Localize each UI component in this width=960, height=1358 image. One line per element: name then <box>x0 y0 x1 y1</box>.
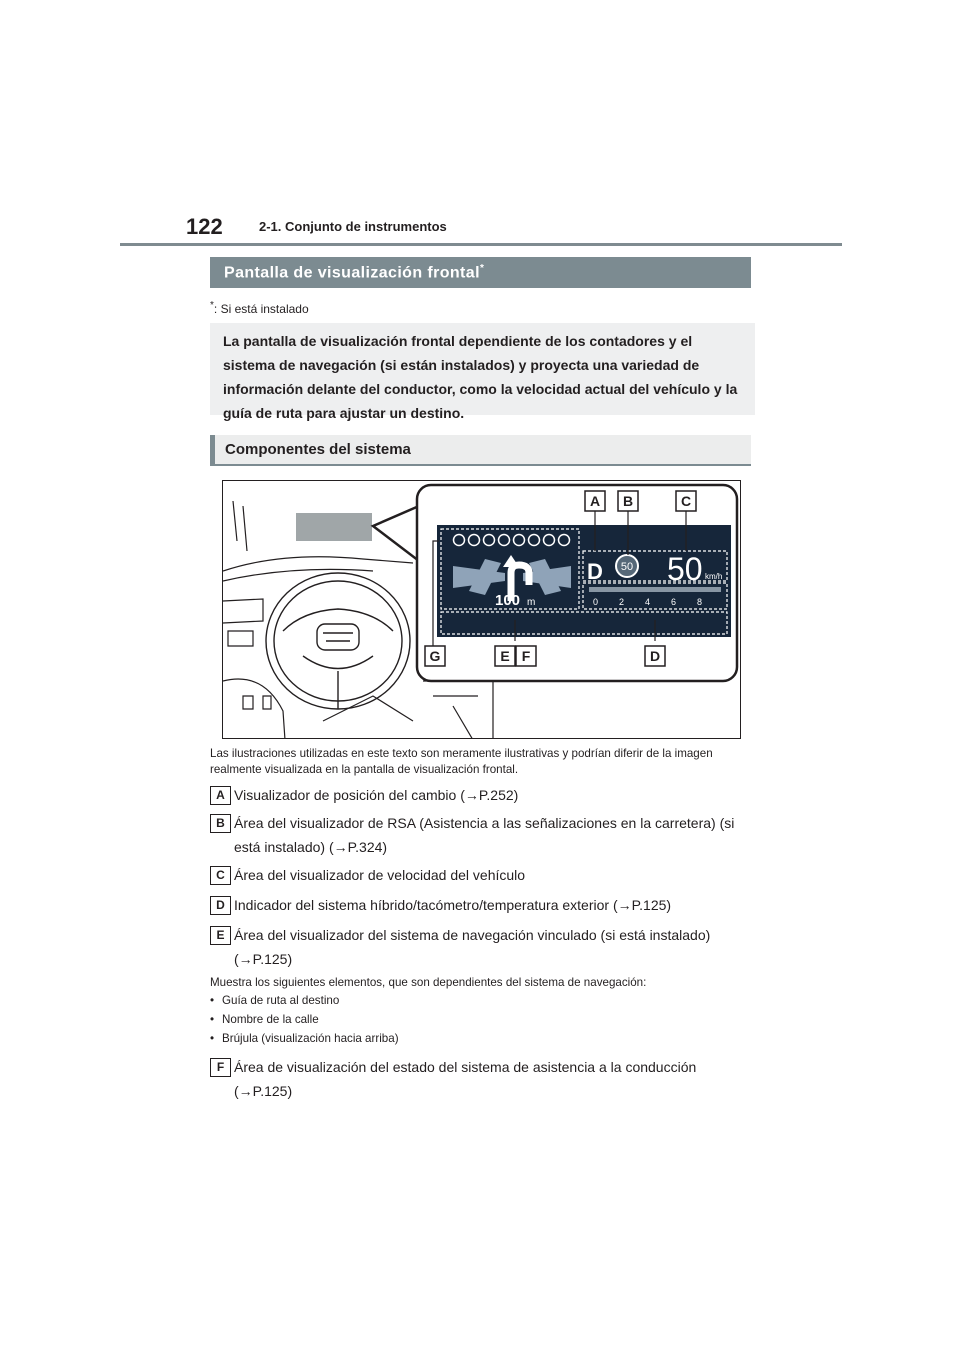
hud-projection-area <box>296 513 372 541</box>
section-heading-components <box>210 435 751 466</box>
header-rule <box>120 243 842 246</box>
figure-caption: Las ilustraciones utilizadas en este texto son meramente ilustrativas y podrían diferir de la imagen realmente visualizada en la pantalla de visualización frontal. <box>210 747 713 776</box>
callout-letter: E <box>500 648 510 664</box>
item-text: Área del visualizador de RSA (Asistencia a las señalizaciones en la carretera) (si está instalado) (→P.324) <box>234 815 735 855</box>
item-label: D <box>210 896 231 915</box>
item-text: Visualizador de posición del cambio (→P.252) <box>234 787 519 803</box>
callout-letter: D <box>649 648 661 664</box>
chapter-title: 2-1. Conjunto de instrumentos <box>259 219 447 234</box>
zoom-pointer <box>373 506 419 561</box>
nav-note: Muestra los siguientes elementos, que son dependientes del sistema de navegación: <box>210 976 647 989</box>
hud-illustration <box>222 480 741 739</box>
callout-letter: C <box>680 493 692 509</box>
section-title: Pantalla de visualización frontal <box>224 264 480 282</box>
hud-illustration-svg <box>223 481 741 739</box>
tachometer-tick-label: 4 <box>645 597 651 607</box>
item-text: Indicador del sistema híbrido/tacómetro/temperatura exterior (→P.125) <box>234 897 672 913</box>
callout-letter: B <box>622 493 634 509</box>
intro-text: La pantalla de visualización frontal dependiente de los contadores y el sistema de navegación (si están instalados) y proyecta una variedad de información delante del conductor, como la velocidad actual del vehículo y la guía de ruta para ajustar un destino. <box>223 333 738 421</box>
distance-value: 100 <box>495 592 521 609</box>
page-number: 122 <box>186 214 223 239</box>
item-text: Área del visualizador de velocidad del vehículo <box>234 867 526 883</box>
item-label: B <box>210 814 231 833</box>
item-label: A <box>210 786 231 805</box>
callout-letter: F <box>521 648 531 664</box>
bullet-item: • Nombre de la calle <box>210 1013 319 1026</box>
steering-wheel <box>266 573 410 709</box>
tachometer-tick-label: 8 <box>697 597 703 607</box>
intro-box <box>210 323 755 421</box>
item-label: F <box>210 1058 231 1077</box>
speed-unit: km/h <box>705 572 723 581</box>
item-text: Área de visualización del estado del sistema de asistencia a la conducción (→P.125) <box>234 1059 697 1099</box>
tachometer-tick-label: 2 <box>619 597 625 607</box>
road-sign-speed: 50 <box>620 561 634 573</box>
asterisk-mark: * <box>479 263 485 274</box>
bullet-item: • Brújula (visualización hacia arriba) <box>210 1032 399 1045</box>
tachometer-bar <box>589 587 721 592</box>
tachometer-tick-label: 6 <box>671 597 677 607</box>
shift-position-value: D <box>587 559 603 584</box>
distance-unit: m <box>527 597 536 608</box>
item-label: C <box>210 866 231 885</box>
vehicle-speed-value: 50 <box>667 551 703 587</box>
section-heading-hud <box>210 257 751 288</box>
footnote: *: Si está instalado <box>210 300 309 316</box>
callout-letter: A <box>589 493 601 509</box>
item-label: E <box>210 926 231 945</box>
tachometer-tick-label: 0 <box>593 597 599 607</box>
callout-letter: G <box>429 648 441 664</box>
section-title: Componentes del sistema <box>225 441 411 458</box>
bullet-item: • Guía de ruta al destino <box>210 994 340 1007</box>
item-text: Área del visualizador del sistema de navegación vinculado (si está instalado) (→P.125) <box>234 927 711 967</box>
